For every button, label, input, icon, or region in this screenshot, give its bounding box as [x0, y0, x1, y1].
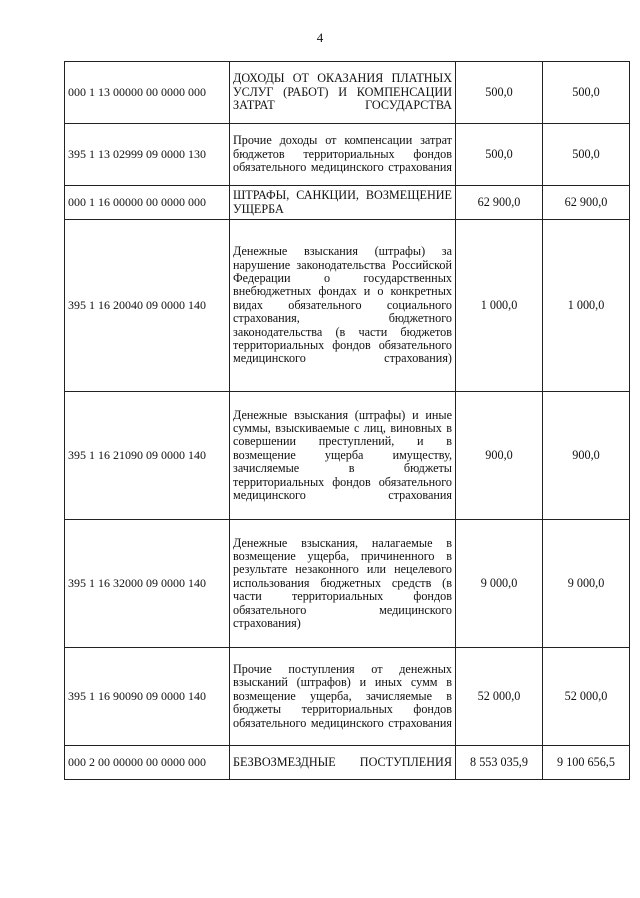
- row-name: ШТРАФЫ, САНКЦИИ, ВОЗМЕЩЕНИЕ УЩЕРБА: [230, 186, 456, 220]
- row-value-2: 9 000,0: [543, 520, 630, 648]
- revenue-table: [64, 61, 630, 780]
- table-row: [65, 124, 630, 186]
- row-name: Прочие поступления от денежных взысканий (штрафов) и иных сумм в возмещение ущерба, зачисляемые в бюджеты территориальных фондов обязательного медицинского страхования: [230, 648, 456, 746]
- table-row: [65, 648, 630, 746]
- row-value-1: 500,0: [456, 62, 543, 124]
- row-value-1: 9 000,0: [456, 520, 543, 648]
- row-code: 395 1 16 90090 09 0000 140: [65, 648, 230, 746]
- row-code: 395 1 13 02999 09 0000 130: [65, 124, 230, 186]
- row-value-1: 8 553 035,9: [456, 746, 543, 780]
- row-name: Денежные взыскания, налагаемые в возмещение ущерба, причиненного в результате незаконного или нецелевого использования бюджетных средств (в части территориальных фондов обязательного медицинского страхования): [230, 520, 456, 648]
- row-name: ДОХОДЫ ОТ ОКАЗАНИЯ ПЛАТНЫХ УСЛУГ (РАБОТ) И КОМПЕНСАЦИИ ЗАТРАТ ГОСУДАРСТВА: [230, 62, 456, 124]
- row-name: БЕЗВОЗМЕЗДНЫЕ ПОСТУПЛЕНИЯ: [230, 746, 456, 780]
- table-row: [65, 62, 630, 124]
- row-code: 000 1 13 00000 00 0000 000: [65, 62, 230, 124]
- page-number: 4: [316, 30, 324, 45]
- row-name: Прочие доходы от компенсации затрат бюджетов территориальных фондов обязательного медицинского страхования: [230, 124, 456, 186]
- row-value-1: 1 000,0: [456, 220, 543, 392]
- row-value-1: 62 900,0: [456, 186, 543, 220]
- row-name: Денежные взыскания (штрафы) и иные суммы, взыскиваемые с лиц, виновных в совершении преступлений, и в возмещение ущерба имуществу, зачисляемые в бюджеты территориальных фондов обязательного медицинского страхования: [230, 392, 456, 520]
- row-value-2: 500,0: [543, 62, 630, 124]
- row-value-2: 52 000,0: [543, 648, 630, 746]
- row-value-2: 62 900,0: [543, 186, 630, 220]
- row-code: 000 1 16 00000 00 0000 000: [65, 186, 230, 220]
- table-row: [65, 186, 630, 220]
- row-value-1: 52 000,0: [456, 648, 543, 746]
- row-value-2: 900,0: [543, 392, 630, 520]
- table-row: [65, 220, 630, 392]
- row-code: 000 2 00 00000 00 0000 000: [65, 746, 230, 780]
- table-row: [65, 520, 630, 648]
- table-row: [65, 746, 630, 780]
- row-code: 395 1 16 21090 09 0000 140: [65, 392, 230, 520]
- row-value-1: 500,0: [456, 124, 543, 186]
- row-value-2: 500,0: [543, 124, 630, 186]
- row-value-2: 1 000,0: [543, 220, 630, 392]
- row-name: Денежные взыскания (штрафы) за нарушение законодательства Российской Федерации о государственных внебюджетных фондах и о конкретных видах обязательного социального страхования, бюджетного законодательства (в части бюджетов территориальных фондов обязательного медицинского страхования): [230, 220, 456, 392]
- row-value-2: 9 100 656,5: [543, 746, 630, 780]
- table-row: [65, 392, 630, 520]
- row-value-1: 900,0: [456, 392, 543, 520]
- row-code: 395 1 16 32000 09 0000 140: [65, 520, 230, 648]
- row-code: 395 1 16 20040 09 0000 140: [65, 220, 230, 392]
